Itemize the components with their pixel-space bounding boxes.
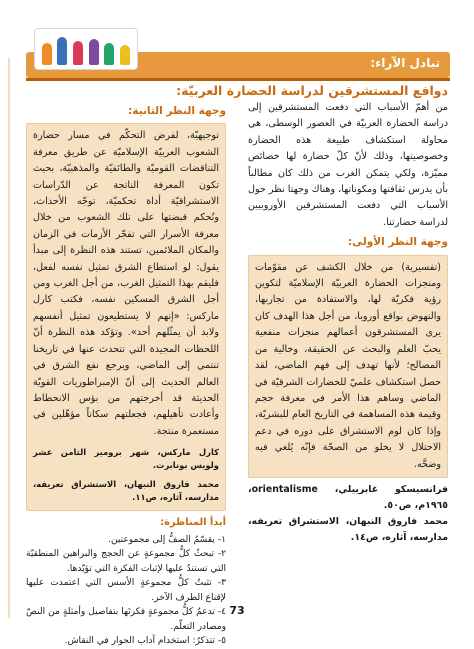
discussion-logo-icon	[34, 28, 138, 70]
second-source-2: محمد فاروق النبهان، الاستشراق تعريفه، مدارسه، آثاره، ص١١.	[33, 479, 219, 503]
debate-item: ٢- تبحثُ كلُّ مجموعةٍ عن الحجج والبراهين المنطقيّة التي تستندُ عليها لإثبات الفكرة التي تؤيّدها.	[26, 549, 226, 574]
debate-item: ١- يقسّمُ الصفُّ إلى مجموعتين.	[108, 534, 226, 545]
first-source-2: محمد فاروق النبهان، الاستشراق تعريفه، مدارسه، آثاره، ص١٤.	[248, 515, 448, 543]
first-source-1: فرانسيسكو غابرييلي، orientalisme، ١٩٦٥م، ص٥٠.	[248, 483, 448, 511]
second-viewpoint-quote	[26, 123, 226, 511]
intro-paragraph: من أهمّ الأسباب التي دفعت المستشرقين إلى دراسة الحضارة العربيّة في العصور الوسطى، هي محاولة استكشاف طبيعة هذه الحضارة وخصوصيتها، وذلك لأنّ كلّ حضارة لها خصائص مميّزة، ولكي يتمكن الغرب من ذلك كان مطالباً بأن يدرس ثقافتها ومكوناتها، وهناك وجهتا نظر حول الأسباب التي دفعت المستشرقين الأوروبيين لدراسة حضارتنا.	[248, 102, 448, 228]
debate-item: ٤- تدعمُ كلُّ مجموعةٍ فكرتَها بتفاصيل وأمثلةٍ من النصّ ومصادر التعلّم.	[26, 607, 226, 632]
first-viewpoint-quote	[248, 255, 448, 478]
first-viewpoint-text: (تفسيرية) من خلال الكشف عن مقوّمات ومنجزات الحضارة العربيّة الإسلاميّة لتكوين رؤية فكريّة لها، والاستفادة من تجاربها، والنهوض بواقع أوروبا، من أجل هذا الهدف كان يرى المستشرقون أعمالهم منجزات منفعية يحبّ العلم والبحث عن الحقيقة، وخالية من المصالح؛ لأنها تهدف إلى فهم الماضي، لقد حصل استكشاف علميّ للحضارات الشرقيّة في الماضي وساهم هذا الأمر في معرفة حجم وقيمة هذه المساهمة في التاريخ العام للبشريّة، وإذا كان لوم الاستشراق على دوره في دعم الاحتلال لا يخلو من الصحّة فإنّه يُلغي فيه وضحَّه.	[255, 261, 441, 470]
second-viewpoint-heading: وجهة النظر الثانية:	[128, 105, 226, 117]
page-number: 73	[229, 604, 245, 617]
left-column	[26, 100, 226, 649]
debate-item: ٣- تثبتُ كلُّ مجموعةٍ الأسس التي اعتمدت عليها لإقناع الطرف الآخر.	[26, 578, 226, 603]
debate-item: ٥- تتذكرُ: استخدام آداب الحوار في النقاش.	[64, 636, 226, 647]
second-viewpoint-text: توجيهيّة، لفرض التحكّم في مسار حضارة الشعوب العربيّة الإسلاميّة عن طريق معرفة التناقضات القوميّة والطائفيّة والمذهبيّة، بحيث تكون المعرفة الناتجة عن الدّراسات الاستشراقيّة أداة تحكميّة، توجّه الأحداث، وتُحكم قبضتها على تلك الشعوب من خلال معرفة الأسرار التي تفجّر الأزمات في الزمان والمكان الملائمين، تستند هذه النظرة إلى مبدأ يقول: لو استطاع الشرق تمثيل نفسه لفعل، فليقم بهذا التمثيل الغرب، من أجل الغرب ومن أجل الشرق المسكين نفسه، فكتب كارل ماركس: «إنهم لا يستطيعون تمثيل أنفسهم ولابد أن يمثّلهم أحد». وتؤكد هذه النظرة أنّ اللحظات المجيدة التي تتحدث عنها في تاريخنا تنتمي إلى الماضي، ويرجع نفع الشرق في العالم الحديث إلى أنّ الإمبراطوريات القويّة الحديثة قد أخرجتهم من بؤس الانحطاط وأعادت تأهيلهم، فجعلتهم سكاناً مؤهّلين في مستعمرة منتجة.	[33, 130, 219, 437]
first-viewpoint-heading: وجهة النظر الأولى:	[347, 236, 448, 249]
header-title: تبادل الآراء:	[370, 56, 440, 70]
page-margin-stripe	[8, 58, 10, 618]
debate-heading: أبدأ المناظرة:	[160, 517, 226, 529]
section-title: دوافع المستشرقين لدراسة الحضارة العربيّة:	[176, 83, 448, 98]
second-source-1: كارل ماركس، شهر برومير الثامن عشر ولويس بونابرت.	[33, 447, 219, 471]
right-column	[248, 100, 448, 546]
